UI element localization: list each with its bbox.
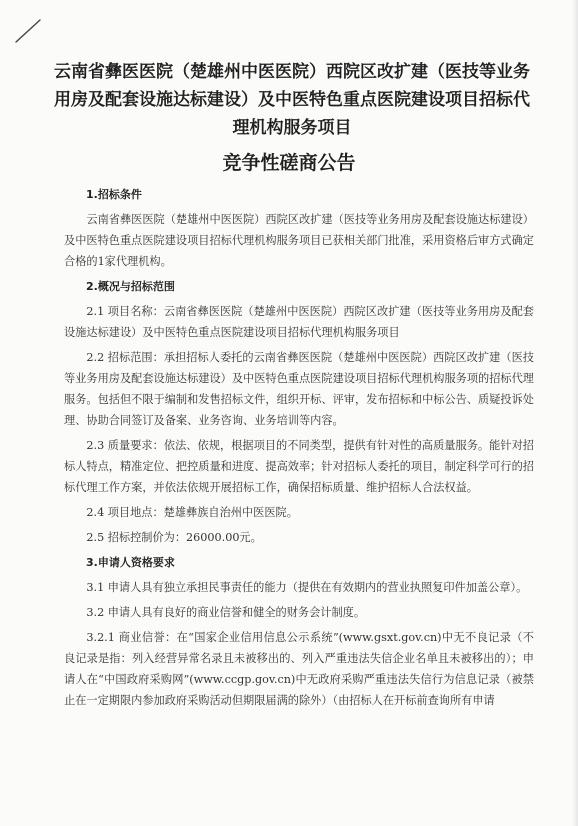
paragraph: 2.1 项目名称：云南省彝医医院（楚雄州中医医院）西院区改扩建（医技等业务用房及配套设施达标建设）及中医特色重点医院建设项目招标代理机构服务项目: [64, 305, 534, 339]
document-body: [64, 184, 534, 715]
pen-stroke-mark: [14, 16, 44, 46]
paragraph: 3.1 申请人具有独立承担民事责任的能力（提供在有效期内的营业执照复印件加盖公章）。: [86, 581, 528, 594]
section-heading: 1.招标条件: [86, 188, 142, 201]
document-title: 云南省彝医医院（楚雄州中医医院）西院区改扩建（医技等业务用房及配套设施达标建设）及中医特色重点医院建设项目招标代理机构服务项目: [54, 62, 530, 138]
paragraph: 2.2 招标范围：承担招标人委托的云南省彝医医院（楚雄州中医医院）西院区改扩建（医技等业务用房及配套设施达标建设）及中医特色重点医院建设项目招标代理机构服务项的招标代理服务。包括但不限于编制和发售招标文件，组织开标、评审，发布招标和中标公告、质疑投诉处理、协助合同签订及备案、业务咨询、业务培训等内容。: [64, 351, 534, 427]
paragraph: 云南省彝医医院（楚雄州中医医院）西院区改扩建（医技等业务用房及配套设施达标建设）及中医特色重点医院建设项目招标代理机构服务项目已获相关部门批准，采用资格后审方式确定合格的1家代理机构。: [64, 213, 534, 268]
paragraph: 2.4 项目地点：楚雄彝族自治州中医医院。: [86, 506, 298, 519]
paragraph: 3.2 申请人具有良好的商业信誉和健全的财务会计制度。: [86, 606, 366, 619]
paragraph: 2.3 质量要求：依法、依规，根据项目的不同类型，提供有针对性的高质量服务。能针对招标人特点，精准定位、把控质量和进度、提高效率；针对招标人委托的项目，制定科学可行的招标代理工作方案，并依法依规开展招标工作，确保招标质量、维护招标人合法权益。: [64, 439, 534, 494]
page-edge-shadow: [572, 0, 578, 826]
section-heading: 3.申请人资格要求: [86, 556, 175, 569]
paragraph: 2.5 招标控制价为：26000.00元。: [86, 531, 262, 544]
paragraph: 3.2.1 商业信誉：在“国家企业信用信息公示系统”(www.gsxt.gov.cn)中无不良记录（不良记录是指：列入经营异常名录且未被移出的、列入严重违法失信企业名单且未被移出的）；申请人在“中国政府采购网”(www.ccgp.gov.cn)中无政府采购严重违法失信行为信息记录（被禁止在一定期限内参加政府采购活动但期限届满的除外）（由招标人在开标前查询所有申请: [64, 631, 534, 707]
section-heading: 2.概况与招标范围: [86, 280, 175, 293]
document-subtitle: 竞争性磋商公告: [222, 152, 356, 174]
